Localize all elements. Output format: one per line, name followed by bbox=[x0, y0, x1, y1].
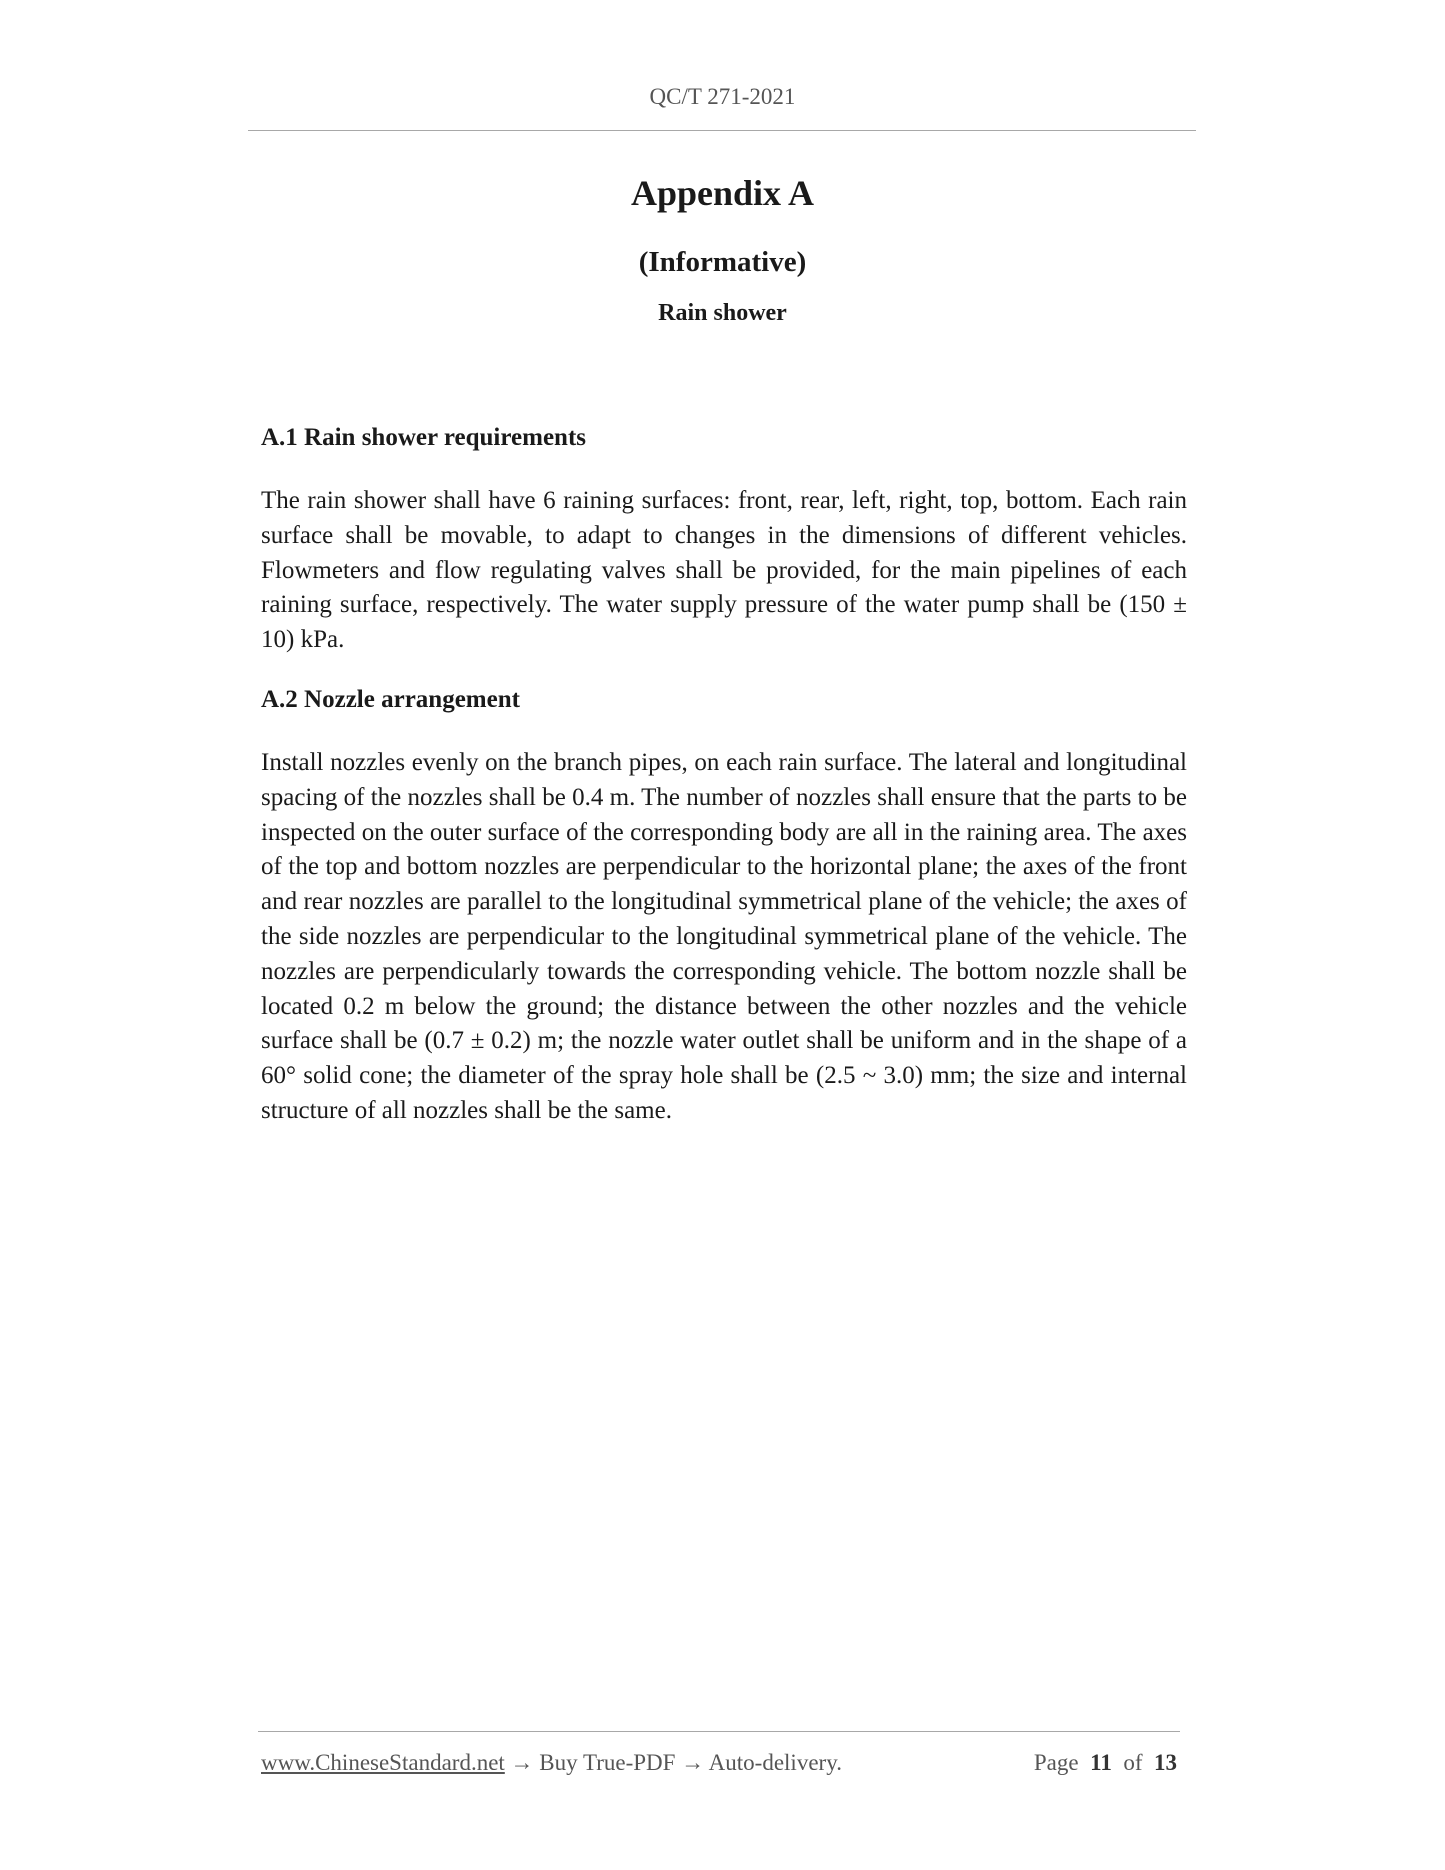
auto-delivery-text: Auto-delivery. bbox=[708, 1750, 842, 1775]
section-heading-a1: A.1 Rain shower requirements bbox=[261, 424, 586, 451]
arrow-right-icon: → bbox=[510, 1750, 534, 1775]
total-pages-number: 13 bbox=[1154, 1750, 1177, 1775]
footer-divider bbox=[258, 1731, 1180, 1732]
current-page-number: 11 bbox=[1090, 1750, 1112, 1775]
section-paragraph-a1: The rain shower shall have 6 raining surfaces: front, rear, left, right, top, bottom. Each rain surface shall be movable, to adapt to changes in the dimensions of different vehicles. Flowmeters and flow regulating valves shall be provided, for the main pipelines of each raining surface, respectively. The water supply pressure of the water pump shall be (150 ± 10) kPa. bbox=[261, 487, 1187, 654]
buy-pdf-text: Buy True-PDF bbox=[539, 1750, 676, 1775]
page-label: Page bbox=[1033, 1750, 1079, 1775]
page-indicator bbox=[1034, 1750, 1177, 1776]
footer-promo bbox=[261, 1750, 842, 1776]
appendix-type: (Informative) bbox=[638, 246, 807, 278]
section-paragraph-a2: Install nozzles evenly on the branch pipes, on each rain surface. The lateral and longitudinal spacing of the nozzles shall be 0.4 m. The number of nozzles shall ensure that the parts to be inspected on the outer surface of the corresponding body are all in the raining area. The axes of the top and bottom nozzles are perpendicular to the horizontal plane; the axes of the front and rear nozzles are parallel to the longitudinal symmetrical plane of the vehicle; the axes of the side nozzles are perpendicular to the longitudinal symmetrical plane of the vehicle. The nozzles are perpendicularly towards the corresponding vehicle. The bottom nozzle shall be located 0.2 m below the ground; the distance between the other nozzles and the vehicle surface shall be (0.7 ± 0.2) m; the nozzle water outlet shall be uniform and in the shape of a 60° solid cone; the diameter of the spray hole shall be (2.5 ~ 3.0) mm; the size and internal structure of all nozzles shall be the same. bbox=[261, 749, 1187, 1124]
header-divider bbox=[248, 130, 1196, 131]
of-label: of bbox=[1123, 1750, 1143, 1775]
section-heading-a2: A.2 Nozzle arrangement bbox=[261, 686, 520, 713]
appendix-subject: Rain shower bbox=[658, 300, 787, 326]
document-number-header: QC/T 271-2021 bbox=[649, 84, 796, 109]
arrow-right-icon: → bbox=[681, 1750, 705, 1775]
appendix-title: Appendix A bbox=[630, 173, 815, 213]
website-link[interactable]: www.ChineseStandard.net bbox=[261, 1750, 505, 1775]
